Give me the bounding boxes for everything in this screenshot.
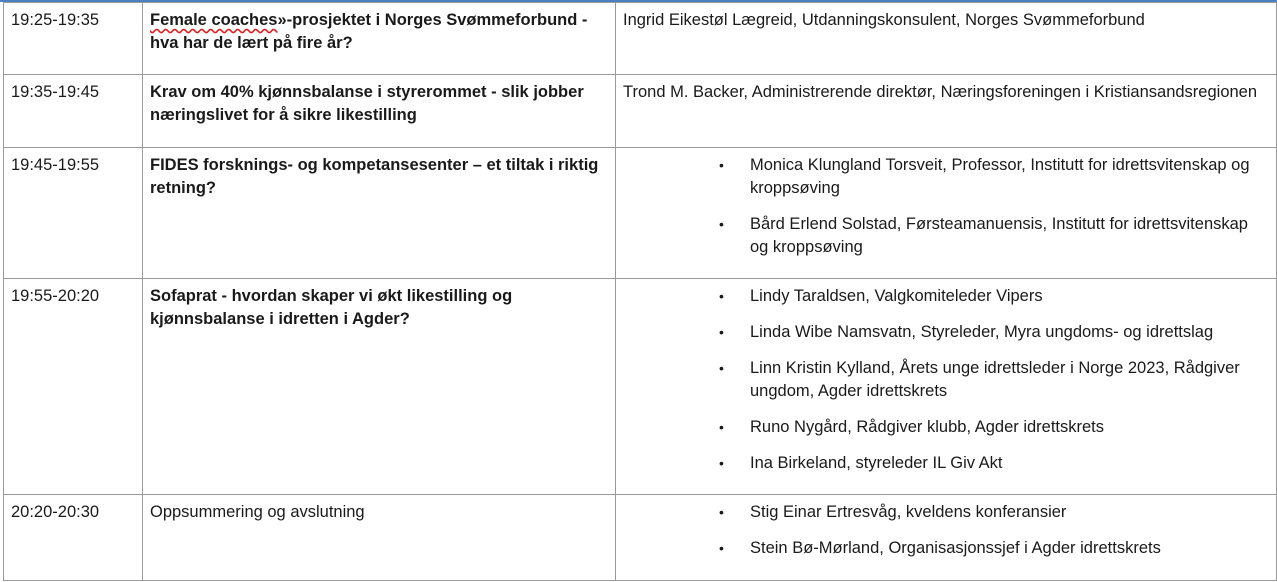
list-item [719,452,1269,475]
table-row [4,3,1277,75]
list-item [719,501,1269,524]
speaker-name: Bård Erlend Solstad, Førsteamanuensis, Institutt for idrettsvitenskap og kroppsøving [750,215,1248,256]
speaker-list [623,501,1269,560]
bullet-icon: • [719,504,724,520]
time-cell: 19:25-19:35 [4,3,143,75]
list-item [719,416,1269,439]
bullet-icon: • [719,419,724,435]
bullet-icon: • [719,360,724,376]
speaker-name: Linda Wibe Namsvatn, Styreleder, Myra ungdoms- og idrettslag [750,323,1214,341]
speaker-name: Lindy Taraldsen, Valgkomiteleder Vipers [750,287,1043,305]
speaker-name: Monica Klungland Torsveit, Professor, Institutt for idrettsvitenskap og kroppsøving [750,156,1250,197]
list-item [719,321,1269,344]
spellcheck-underlined-text: Female coaches [150,11,278,29]
speaker-cell [616,495,1277,581]
time-cell: 20:20-20:30 [4,495,143,581]
title-cell: Krav om 40% kjønnsbalanse i styrerommet - slik jobber næringslivet for å sikre likestilling [143,75,616,148]
bullet-icon: • [719,157,724,173]
list-item [719,537,1269,560]
time-cell: 19:45-19:55 [4,148,143,279]
title-cell: Oppsummering og avslutning [143,495,616,581]
title-cell: FIDES forsknings- og kompetansesenter – et tiltak i riktig retning? [143,148,616,279]
title-text: »-prosjektet i Norges Svømmeforbund - hva har de lært på fire år? [150,11,588,52]
speaker-name: Runo Nygård, Rådgiver klubb, Agder idrettskrets [750,418,1105,436]
table-row [4,148,1277,279]
list-item [719,213,1269,259]
agenda-table [3,2,1277,581]
table-row [4,495,1277,581]
title-cell: Sofaprat - hvordan skaper vi økt likestilling og kjønnsbalanse i idretten i Agder? [143,279,616,495]
list-item [719,285,1269,308]
speaker-name: Stein Bø-Mørland, Organisasjonssjef i Agder idrettskrets [750,539,1161,557]
speaker-name: Linn Kristin Kylland, Årets unge idrettsleder i Norge 2023, Rådgiver ungdom, Agder idrettskrets [750,359,1240,400]
bullet-icon: • [719,455,724,471]
list-item [719,357,1269,403]
speaker-name: Stig Einar Ertresvåg, kveldens konferansier [750,503,1067,521]
time-cell: 19:35-19:45 [4,75,143,148]
speaker-cell [616,148,1277,279]
speaker-name: Ina Birkeland, styreleder IL Giv Akt [750,454,1003,472]
table-row [4,75,1277,148]
speaker-list [623,154,1269,259]
bullet-icon: • [719,216,724,232]
speaker-cell: Trond M. Backer, Administrerende direktør, Næringsforeningen i Kristiansandsregionen [616,75,1277,148]
table-row [4,279,1277,495]
bullet-icon: • [719,540,724,556]
bullet-icon: • [719,324,724,340]
time-cell: 19:55-20:20 [4,279,143,495]
list-item [719,154,1269,200]
bullet-icon: • [719,288,724,304]
title-cell [143,3,616,75]
speaker-cell [616,279,1277,495]
speaker-cell: Ingrid Eikestøl Lægreid, Utdanningskonsulent, Norges Svømmeforbund [616,3,1277,75]
speaker-list [623,285,1269,475]
